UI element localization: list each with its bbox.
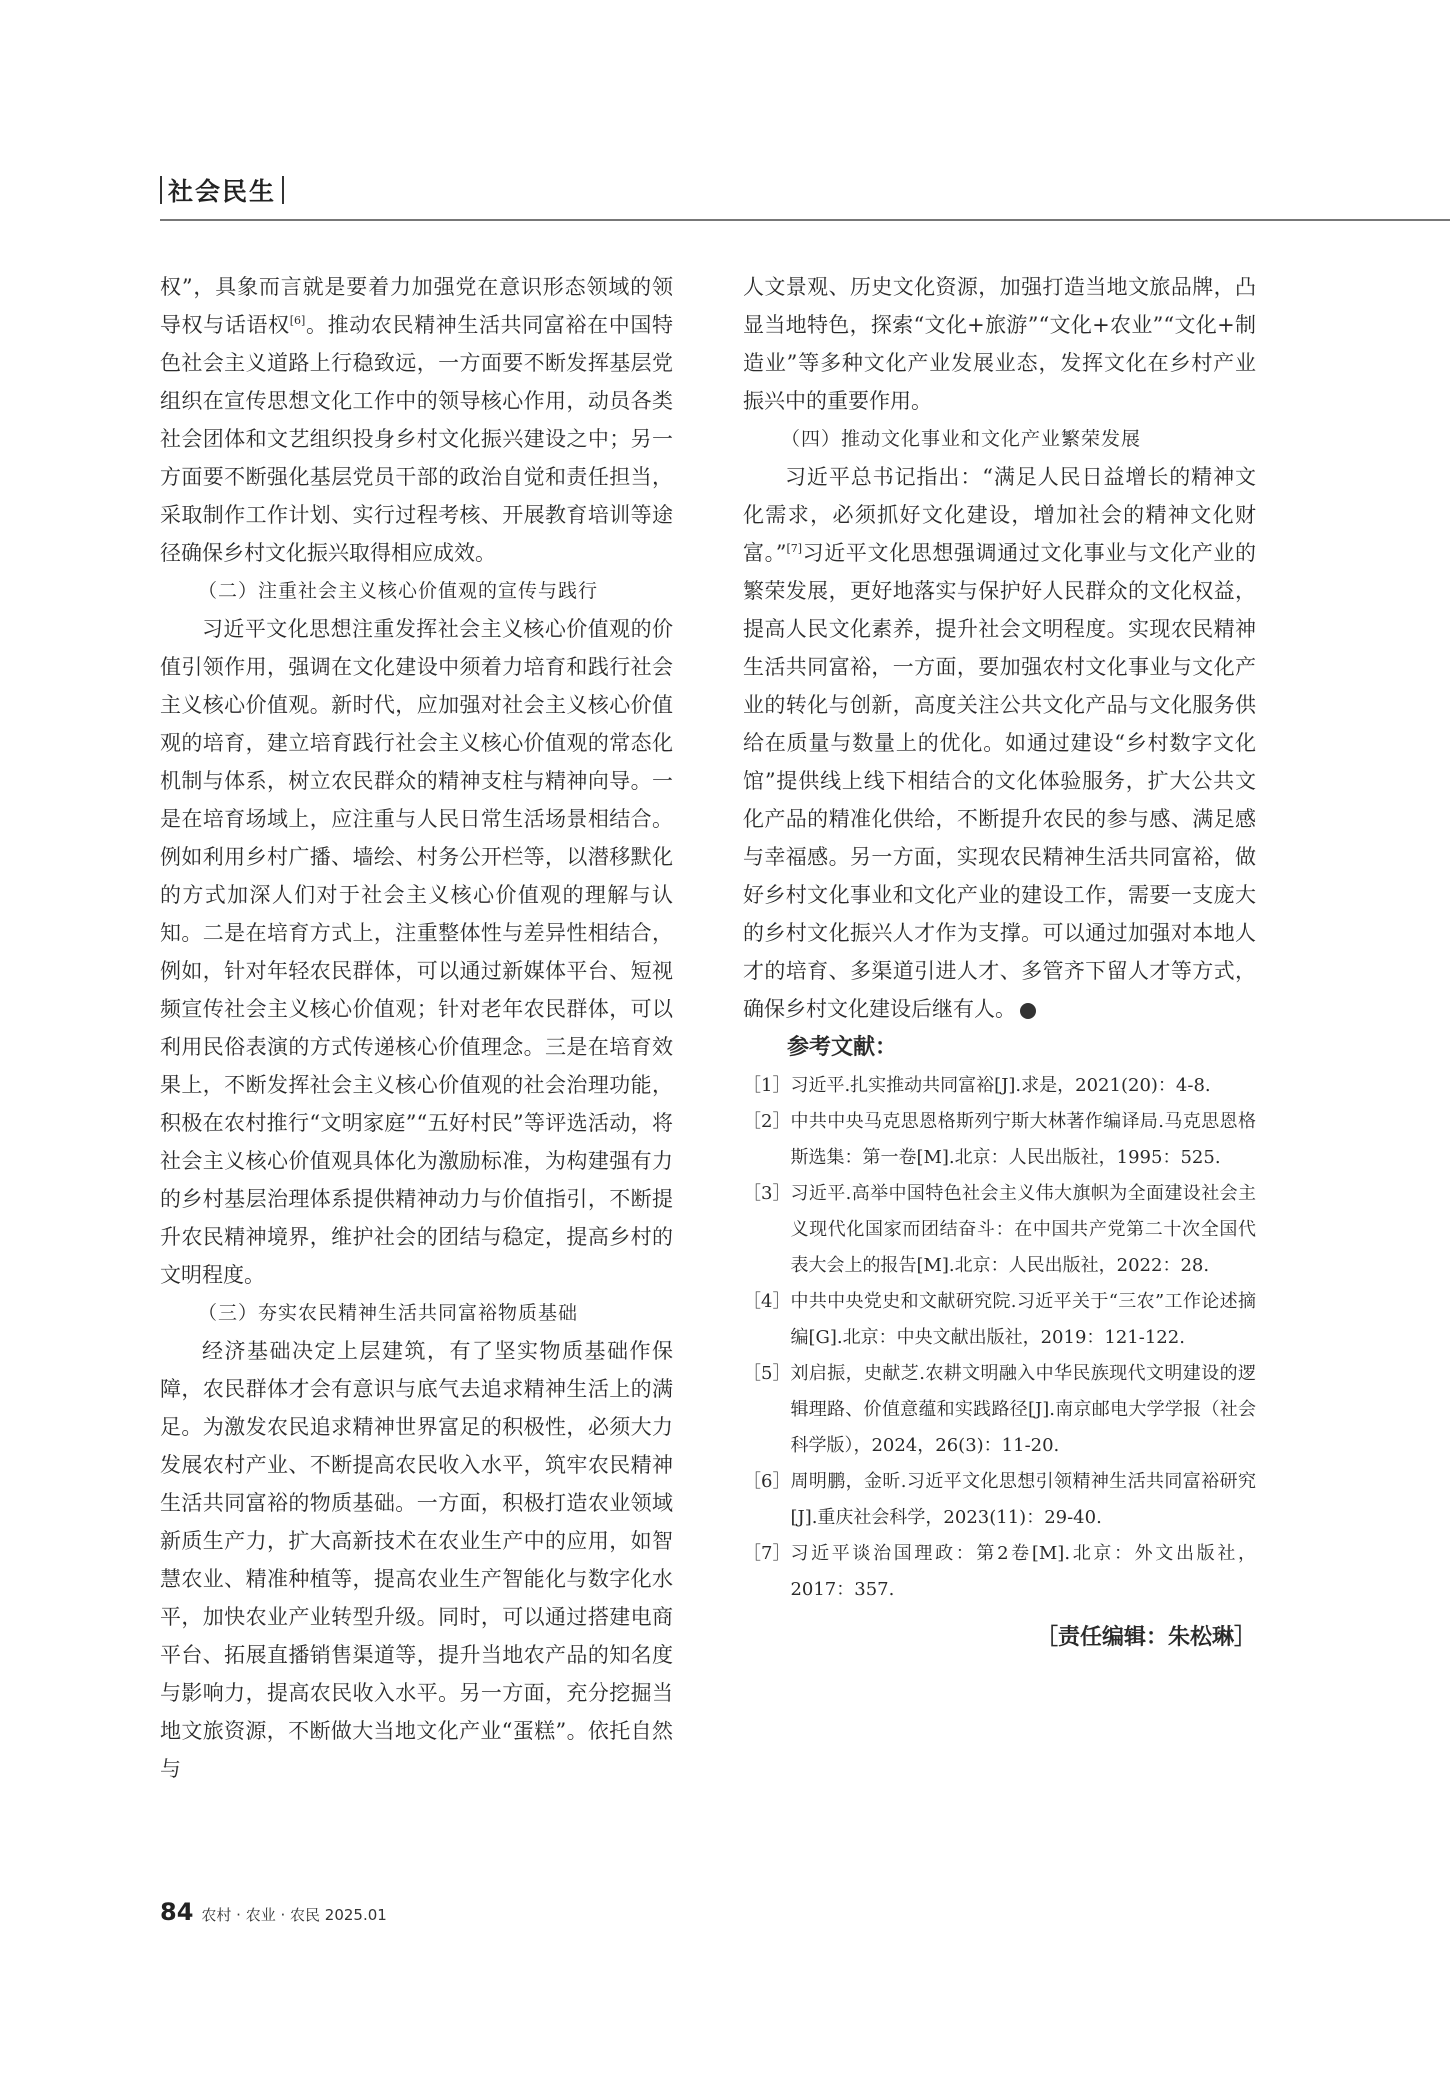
reference-text: 习近平.扎实推动共同富裕[J].求是，2021(20)：4-8. — [790, 1075, 1211, 1096]
section-header — [160, 170, 284, 210]
reference-text: 习近平谈治国理政：第2卷[M].北京：外文出版社，2017：357. — [790, 1543, 1256, 1600]
reference-text: 中共中央马克思恩格斯列宁斯大林著作编译局.马克思恩格斯选集：第一卷[M].北京：人民出版社，1995：525. — [790, 1111, 1256, 1168]
references-title: 参考文献： — [787, 1035, 898, 1060]
paragraph: 经济基础决定上层建筑，有了坚实物质基础作保障，农民群体才会有意识与底气去追求精神生活上的满足。为激发农民追求精神世界富足的积极性，必须大力发展农村产业、不断提高农民收入水平，筑牢农民精神生活共同富裕的物质基础。一方面，积极打造农业领域新质生产力，扩大高新技术在农业生产中的应用，如智慧农业、精准种植等，提高农业生产智能化与数字化水平，加快农业产业转型升级。同时，可以通过搭建电商平台、拓展直播销售渠道等，提升当地农产品的知名度与影响力，提高农民收入水平。另一方面，充分挖掘当地文旅资源，不断做大当地文化产业“蛋糕”。依托自然与 — [160, 1339, 673, 1781]
header-bar-right — [282, 176, 284, 204]
reference-text: 刘启振，史献芝.农耕文明融入中华民族现代文明建设的逻辑理路、价值意蕴和实践路径[J].南京邮电大学学报（社会科学版），2024，26(3)：11-20. — [790, 1363, 1256, 1456]
reference-number: ［2］ — [743, 1111, 791, 1132]
reference-text: 周明鹏，金昕.习近平文化思想引领精神生活共同富裕研究[J].重庆社会科学，2023(11)：29-40. — [790, 1471, 1256, 1528]
reference-item — [743, 1464, 1256, 1536]
section-label: 社会民生 — [168, 177, 277, 206]
subheading: （二）注重社会主义核心价值观的宣传与践行 — [198, 580, 599, 602]
reference-number: ［7］ — [743, 1543, 791, 1564]
end-mark-icon — [1020, 1003, 1036, 1019]
reference-item — [743, 1356, 1256, 1464]
reference-item — [743, 1536, 1256, 1608]
paragraph-text: 习近平总书记指出：“满足人民日益增长的精神文化需求，必须抓好文化建设，增加社会的精神文化财富。” — [743, 465, 1256, 565]
reference-text: 中共中央党史和文献研究院.习近平关于“三农”工作论述摘编[G].北京：中央文献出版社，2019：121-122. — [790, 1291, 1256, 1348]
reference-item — [743, 1284, 1256, 1356]
journal-name: 农村 · 农业 · 农民 2025.01 — [201, 1906, 387, 1924]
header-rule — [160, 219, 1450, 221]
reference-number: ［1］ — [743, 1075, 791, 1096]
right-column — [743, 268, 1256, 1658]
reference-item — [743, 1068, 1256, 1104]
reference-list — [743, 1068, 1256, 1608]
citation-mark: [7] — [786, 542, 803, 555]
paragraph — [160, 268, 673, 572]
reference-number: ［5］ — [743, 1363, 791, 1384]
subheading: （四）推动文化事业和文化产业繁荣发展 — [781, 428, 1142, 450]
page-number: 84 — [160, 1898, 194, 1926]
paragraph-text: 权”，具象而言就是要着力加强党在意识形态领域的领导权与话语权 — [160, 275, 673, 337]
left-column — [160, 268, 673, 1788]
reference-number: ［3］ — [743, 1183, 791, 1204]
paragraph — [743, 458, 1256, 1028]
subheading: （三）夯实农民精神生活共同富裕物质基础 — [198, 1302, 579, 1324]
editor-credit: ［责任编辑：朱松琳］ — [1035, 1625, 1256, 1650]
paragraph-text: 。推动农民精神生活共同富裕在中国特色社会主义道路上行稳致远，一方面要不断发挥基层党组织在宣传思想文化工作中的领导核心作用，动员各类社会团体和文艺组织投身乡村文化振兴建设之中；另一方面要不断强化基层党员干部的政治自觉和责任担当，采取制作工作计划、实行过程考核、开展教育培训等途径确保乡村文化振兴取得相应成效。 — [160, 313, 674, 565]
reference-number: ［4］ — [743, 1291, 791, 1312]
citation-mark: [6] — [289, 314, 306, 327]
reference-text: 习近平.高举中国特色社会主义伟大旗帜为全面建设社会主义现代化国家而团结奋斗：在中国共产党第二十次全国代表大会上的报告[M].北京：人民出版社，2022：28. — [790, 1183, 1256, 1276]
paragraph: 人文景观、历史文化资源，加强打造当地文旅品牌，凸显当地特色，探索“文化+旅游”“文化+农业”“文化+制造业”等多种文化产业发展业态，发挥文化在乡村产业振兴中的重要作用。 — [743, 275, 1256, 413]
paragraph: 习近平文化思想注重发挥社会主义核心价值观的价值引领作用，强调在文化建设中须着力培育和践行社会主义核心价值观。新时代，应加强对社会主义核心价值观的培育，建立培育践行社会主义核心价值观的常态化机制与体系，树立农民群众的精神支柱与精神向导。一是在培育场域上，应注重与人民日常生活场景相结合。例如利用乡村广播、墙绘、村务公开栏等，以潜移默化的方式加深人们对于社会主义核心价值观的理解与认知。二是在培育方式上，注重整体性与差异性相结合，例如，针对年轻农民群体，可以通过新媒体平台、短视频宣传社会主义核心价值观；针对老年农民群体，可以利用民俗表演的方式传递核心价值理念。三是在培育效果上，不断发挥社会主义核心价值观的社会治理功能，积极在农村推行“文明家庭”“五好村民”等评选活动，将社会主义核心价值观具体化为激励标准，为构建强有力的乡村基层治理体系提供精神动力与价值指引，不断提升农民精神境界，维护社会的团结与稳定，提高乡村的文明程度。 — [160, 617, 673, 1287]
reference-item — [743, 1104, 1256, 1176]
reference-item — [743, 1176, 1256, 1284]
paragraph-text: 习近平文化思想强调通过文化事业与文化产业的繁荣发展，更好地落实与保护好人民群众的文化权益，提高人民文化素养，提升社会文明程度。实现农民精神生活共同富裕，一方面，要加强农村文化事业与文化产业的转化与创新，高度关注公共文化产品与文化服务供给在质量与数量上的优化。如通过建设“乡村数字文化馆”提供线上线下相结合的文化体验服务，扩大公共文化产品的精准化供给，不断提升农民的参与感、满足感与幸福感。另一方面，实现农民精神生活共同富裕，做好乡村文化事业和文化产业的建设工作，需要一支庞大的乡村文化振兴人才作为支撑。可以通过加强对本地人才的培育、多渠道引进人才、多管齐下留人才等方式，确保乡村文化建设后继有人。 — [743, 541, 1256, 1021]
page-footer — [160, 1898, 387, 1926]
reference-number: ［6］ — [743, 1471, 791, 1492]
